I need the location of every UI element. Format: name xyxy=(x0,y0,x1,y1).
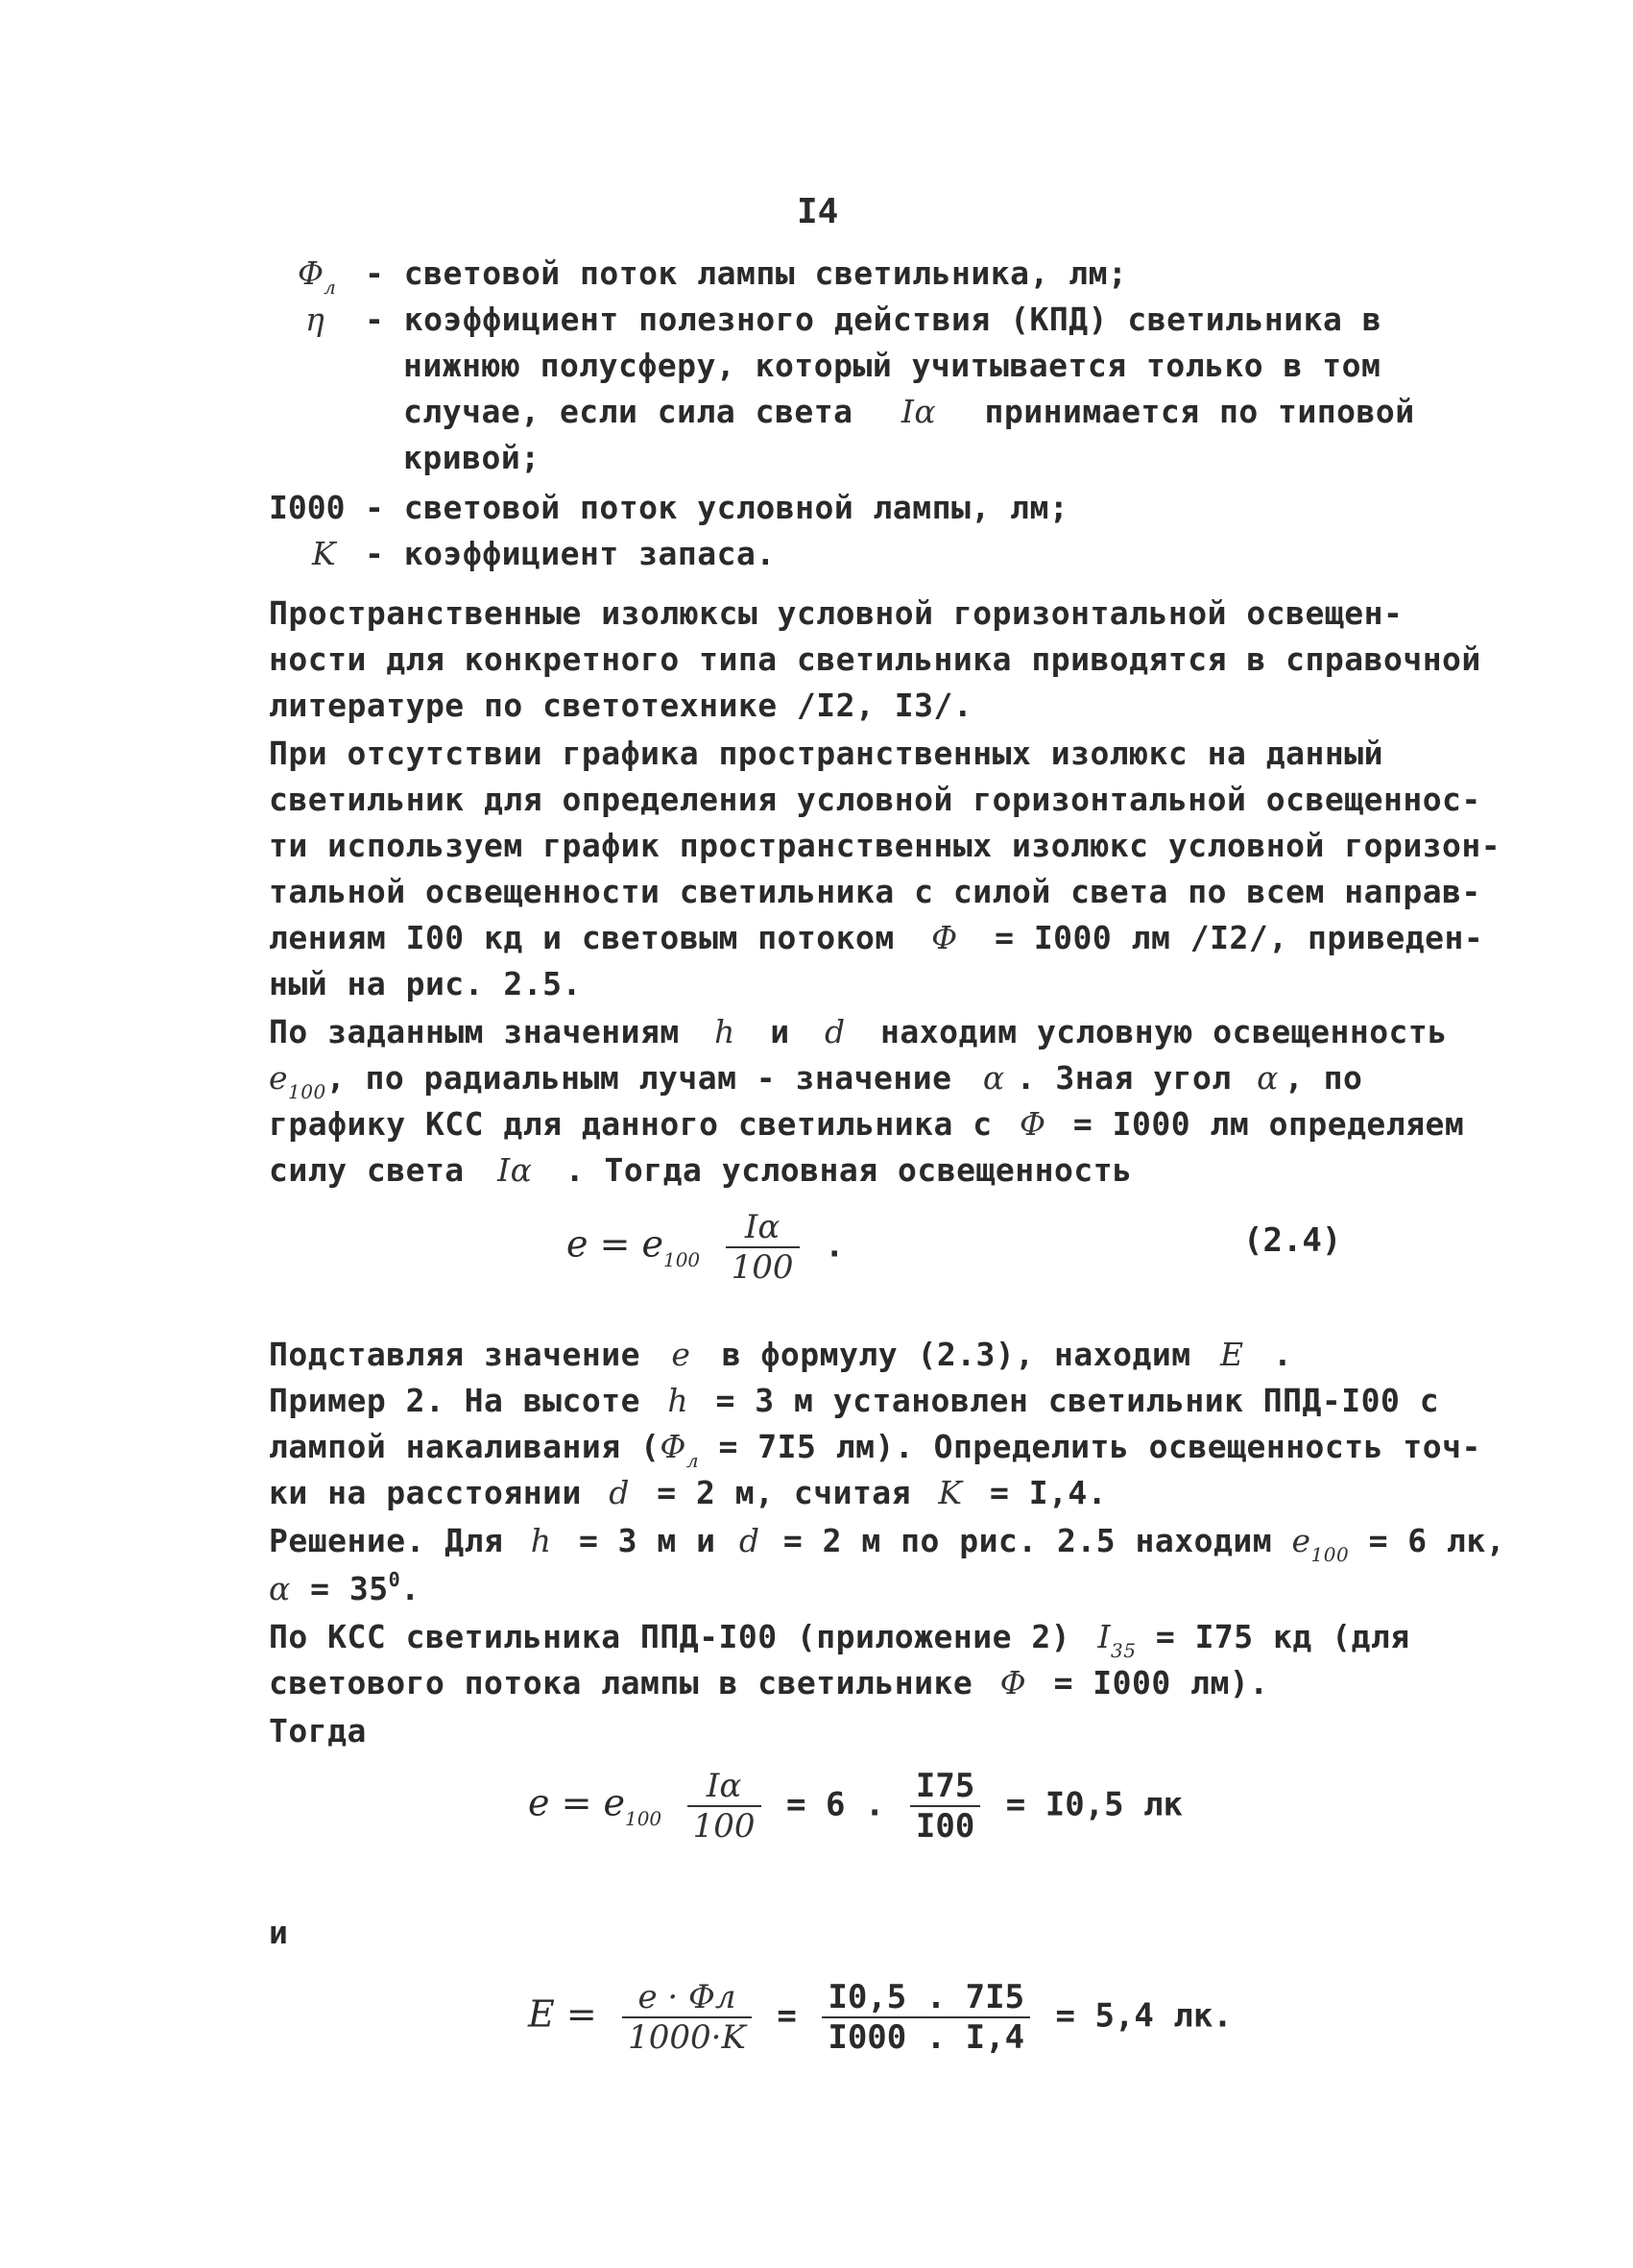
kss-line-2: светового потока лампы в светильнике Φ = I000 лм). xyxy=(269,1664,1269,1701)
para1-line-3: литературе по светотехнике /I2, I3/. xyxy=(269,687,973,724)
para2-line-1: При отсутствии графика пространственных изолюкс на данный xyxy=(269,735,1383,772)
para2-line-5: лениям I00 кд и световым потоком Φ = I000 лм /I2/, приведен- xyxy=(269,919,1484,956)
def-symbol-eta: η xyxy=(305,301,324,338)
para3-line-2: $e_{100}$, по радиальным лучам - значение α . Зная угол α , по xyxy=(269,1059,1363,1103)
para3-line-4: силу света Iα . Тогда условная освещенность xyxy=(269,1151,1133,1189)
kss-line-1: По КСС светильника ППД-I00 (приложение 2) $I_{35} = I75$ кд (для xyxy=(269,1618,1410,1662)
formula-2-4: $e = e_{100}$ $\frac{I\alpha}{100}$ . xyxy=(566,1208,845,1287)
example-line-1: Пример 2. На высоте h = 3 м установлен светильник ППД-I00 с xyxy=(269,1382,1440,1419)
def-line-2: - коэффициент полезного действия (КПД) светильника в xyxy=(365,301,1382,338)
def-symbol-k: K xyxy=(312,535,336,572)
para1-line-2: ности для конкретного типа светильника приводятся в справочной xyxy=(269,640,1481,678)
para2-line-4: тальной освещенности светильника с силой света по всем направ- xyxy=(269,873,1481,910)
and-word: и xyxy=(269,1914,289,1951)
example-line-2: лампой накаливания ($\Phi_л = 7I5$ лм). Определить освещенность точ- xyxy=(269,1428,1481,1472)
para2-line-3: ти используем график пространственных изолюкс условной горизон- xyxy=(269,827,1501,864)
para1-line-1: Пространственные изолюксы условной горизонтальной освещен- xyxy=(269,594,1404,632)
formula-e: $e = e_{100}$ $\frac{I\alpha}{100}$ = 6 . $\frac{I75}{I00}$ = I0,5 лк xyxy=(528,1767,1184,1846)
def-line-6: - световой поток условной лампы, лм; xyxy=(365,489,1069,526)
example-line-3: ки на расстоянии d = 2 м, считая K = I,4. xyxy=(269,1474,1108,1511)
formula-E: E = $\frac{e \cdot \Phi л}{1000\cdot K}$ = $\frac{I0,5 . 7I5}{I000 . I,4}$ = 5,4 лк. xyxy=(528,1978,1233,2057)
formula-number: (2.4) xyxy=(1243,1221,1342,1260)
def-line-5: кривой; xyxy=(403,439,540,476)
para4-line: Подставляя значение e в формулу (2.3), находим E . xyxy=(269,1336,1293,1373)
def-line-7: - коэффициент запаса. xyxy=(365,535,776,572)
def-line-4: случае, если сила света Iα принимается по типовой xyxy=(403,393,1415,430)
para3-line-1: По заданным значениям h и d находим условную освещенность xyxy=(269,1013,1448,1050)
solution-line-2: $\alpha = 35^0$. xyxy=(269,1568,420,1607)
page-number: I4 xyxy=(797,192,839,231)
para3-line-3: графику КСС для данного светильника с Φ = I000 лм определяем xyxy=(269,1105,1465,1143)
def-line-1: - световой поток лампы светильника, лм; xyxy=(365,254,1128,292)
para2-line-6: ный на рис. 2.5. xyxy=(269,965,582,1002)
then-word: Тогда xyxy=(269,1712,367,1749)
solution-line-1: Решение. Для h = 3 м и d = 2 м по рис. 2.5 находим $e_{100} = 6$ лк, xyxy=(269,1522,1506,1566)
def-line-3: нижнюю полусферу, который учитывается только в том xyxy=(403,347,1381,384)
def-symbol-1000: I000 xyxy=(269,489,346,526)
para2-line-2: светильник для определения условной горизонтальной освещеннос- xyxy=(269,781,1481,818)
def-symbol-phi: $\Phi_л$ xyxy=(298,254,336,299)
